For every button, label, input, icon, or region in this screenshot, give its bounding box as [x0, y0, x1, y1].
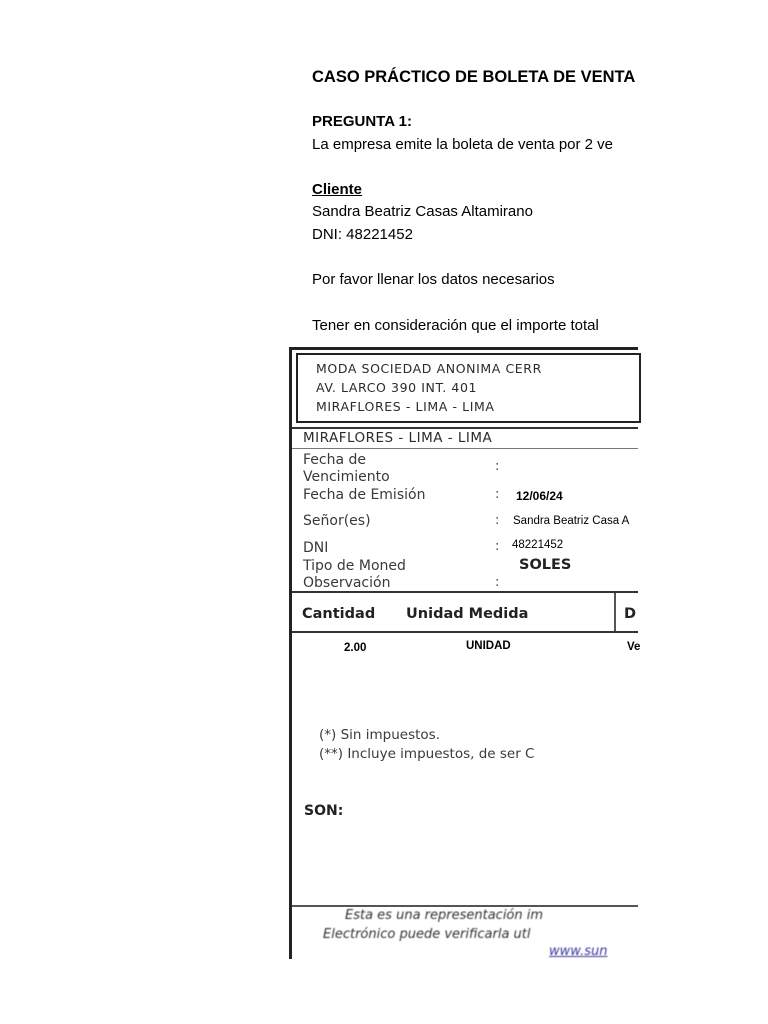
- table-top-line: [292, 591, 638, 593]
- instruction-text: Por favor llenar los datos necesarios: [312, 271, 555, 288]
- note-text: Tener en consideración que el importe total: [312, 317, 599, 334]
- note-sin-impuestos: (*) Sin impuestos.: [319, 727, 440, 743]
- column-unidad-medida: Unidad Medida: [406, 606, 529, 622]
- senor-label: Señor(es): [303, 513, 371, 529]
- moneda-label: Tipo de Moned: [303, 558, 406, 574]
- receipt-district: MIRAFLORES - LIMA - LIMA: [303, 430, 493, 446]
- receipt-border-left: [289, 347, 292, 959]
- son-label: SON:: [304, 803, 344, 819]
- question-text: La empresa emite la boleta de venta por 2 ve: [312, 136, 614, 153]
- colon: :: [495, 539, 500, 554]
- note-incluye-impuestos: (**) Incluye impuestos, de ser C: [319, 746, 535, 762]
- colon: :: [495, 487, 500, 502]
- row-unidad: UNIDAD: [466, 640, 511, 652]
- dni-label: DNI: [303, 540, 329, 556]
- colon: :: [495, 575, 500, 590]
- document-title: CASO PRÁCTICO DE BOLETA DE VENTA: [312, 68, 636, 86]
- row-descripcion: Ve: [627, 641, 641, 653]
- company-box: [296, 353, 641, 423]
- table-header-line: [292, 631, 638, 633]
- colon: :: [495, 513, 500, 528]
- vencimiento-label-1: Fecha de: [303, 452, 366, 468]
- column-divider: [614, 593, 616, 631]
- client-name: Sandra Beatriz Casas Altamirano: [312, 203, 533, 220]
- fecha-emision-value: 12/06/24: [516, 489, 563, 503]
- footer-line: [292, 905, 638, 907]
- colon: :: [495, 459, 500, 474]
- footer-link: www.sun: [549, 944, 608, 959]
- dni-value: 48221452: [512, 539, 564, 551]
- client-heading: Cliente: [312, 181, 363, 198]
- receipt-image: [287, 347, 641, 959]
- row-cantidad: 2.00: [344, 642, 367, 654]
- footer-line-2: Electrónico puede verificarla utl: [323, 927, 531, 942]
- divider-line: [292, 448, 638, 449]
- emision-label: Fecha de Emisión: [303, 487, 426, 503]
- company-address: AV. LARCO 390 INT. 401: [316, 380, 478, 395]
- vencimiento-label-2: Vencimiento: [303, 469, 390, 485]
- question-label: PREGUNTA 1:: [312, 113, 413, 130]
- senor-value: Sandra Beatriz Casa A: [513, 515, 630, 527]
- divider-line: [292, 427, 638, 429]
- footer-line-1: Esta es una representación im: [345, 908, 544, 923]
- moneda-value: SOLES: [519, 557, 572, 573]
- column-cantidad: Cantidad: [302, 606, 376, 622]
- column-descripcion: D: [624, 606, 637, 622]
- client-dni: DNI: 48221452: [312, 226, 413, 243]
- receipt-border-top: [289, 347, 638, 350]
- company-name: MODA SOCIEDAD ANONIMA CERR: [316, 361, 542, 376]
- observacion-label: Observación: [303, 575, 391, 591]
- company-city: MIRAFLORES - LIMA - LIMA: [316, 399, 495, 414]
